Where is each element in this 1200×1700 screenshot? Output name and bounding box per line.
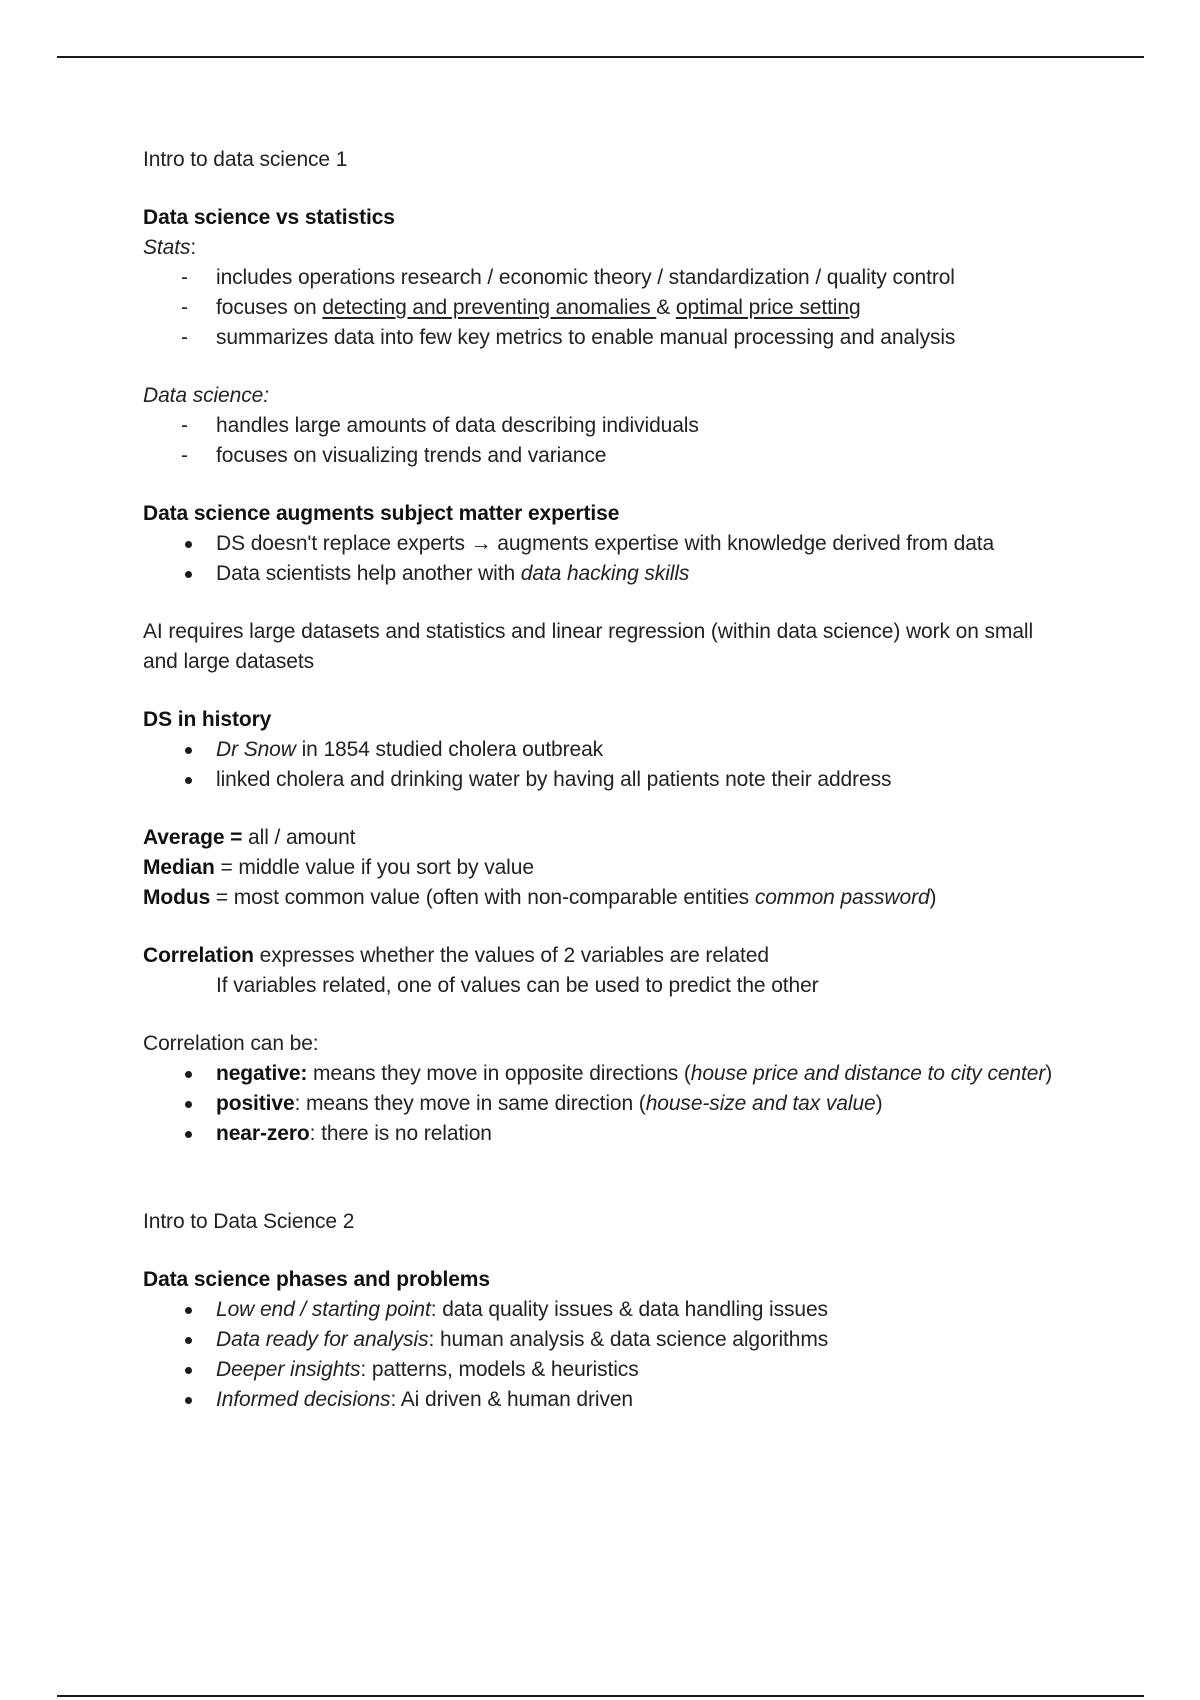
heading-phases-problems: Data science phases and problems — [143, 1268, 490, 1291]
stats-list — [143, 263, 1073, 353]
definition-average: Average = all / amount — [143, 826, 356, 849]
list-item: - summarizes data into few key metrics to enable manual processing and analysis — [143, 323, 1073, 353]
augments-list — [143, 529, 1073, 589]
list-item: Low end / starting point: data quality issues & data handling issues — [143, 1295, 1073, 1325]
list-item: Data scientists help another with data hacking skills — [143, 559, 1073, 589]
heading-ds-vs-statistics: Data science vs statistics — [143, 206, 395, 229]
page-title-2: Intro to Data Science 2 — [143, 1210, 355, 1233]
ai-paragraph: AI requires large datasets and statistics and linear regression (within data science) work on small and large datasets — [143, 620, 1034, 673]
footer-rule — [57, 1695, 1144, 1697]
correlation-list — [143, 1059, 1073, 1149]
data-science-label: Data science: — [143, 384, 269, 407]
definition-modus: Modus = most common value (often with non-comparable entities common password) — [143, 886, 937, 909]
list-item: - handles large amounts of data describing individuals — [143, 411, 1073, 441]
correlation-subtext: If variables related, one of values can be used to predict the other — [216, 974, 819, 997]
definition-median: Median = middle value if you sort by value — [143, 856, 534, 879]
list-item: Deeper insights: patterns, models & heuristics — [143, 1355, 1073, 1385]
list-item: linked cholera and drinking water by having all patients note their address — [143, 765, 1073, 795]
list-item: Data ready for analysis: human analysis & data science algorithms — [143, 1325, 1073, 1355]
list-item: - focuses on detecting and preventing anomalies & optimal price setting — [143, 293, 1073, 323]
list-item: - includes operations research / economic theory / standardization / quality control — [143, 263, 1073, 293]
list-item: positive: means they move in same direction (house-size and tax value) — [143, 1089, 1073, 1119]
phases-list — [143, 1295, 1073, 1415]
stats-label: Stats: — [143, 236, 197, 259]
list-item: near-zero: there is no relation — [143, 1119, 1073, 1149]
correlation-definition: Correlation expresses whether the values of 2 variables are related — [143, 944, 769, 967]
history-list — [143, 735, 1073, 795]
page-title-1: Intro to data science 1 — [143, 148, 348, 171]
list-item: Informed decisions: Ai driven & human driven — [143, 1385, 1073, 1415]
list-item: Dr Snow in 1854 studied cholera outbreak — [143, 735, 1073, 765]
heading-augments-expertise: Data science augments subject matter expertise — [143, 502, 620, 525]
document-body — [143, 145, 1073, 1415]
data-science-list — [143, 411, 1073, 471]
correlation-can-be: Correlation can be: — [143, 1032, 319, 1055]
list-item: negative: means they move in opposite directions (house price and distance to city center) — [143, 1059, 1073, 1089]
list-item: - focuses on visualizing trends and variance — [143, 441, 1073, 471]
list-item: DS doesn't replace experts → augments expertise with knowledge derived from data — [143, 529, 1073, 559]
heading-ds-in-history: DS in history — [143, 708, 272, 731]
header-rule — [57, 56, 1144, 58]
